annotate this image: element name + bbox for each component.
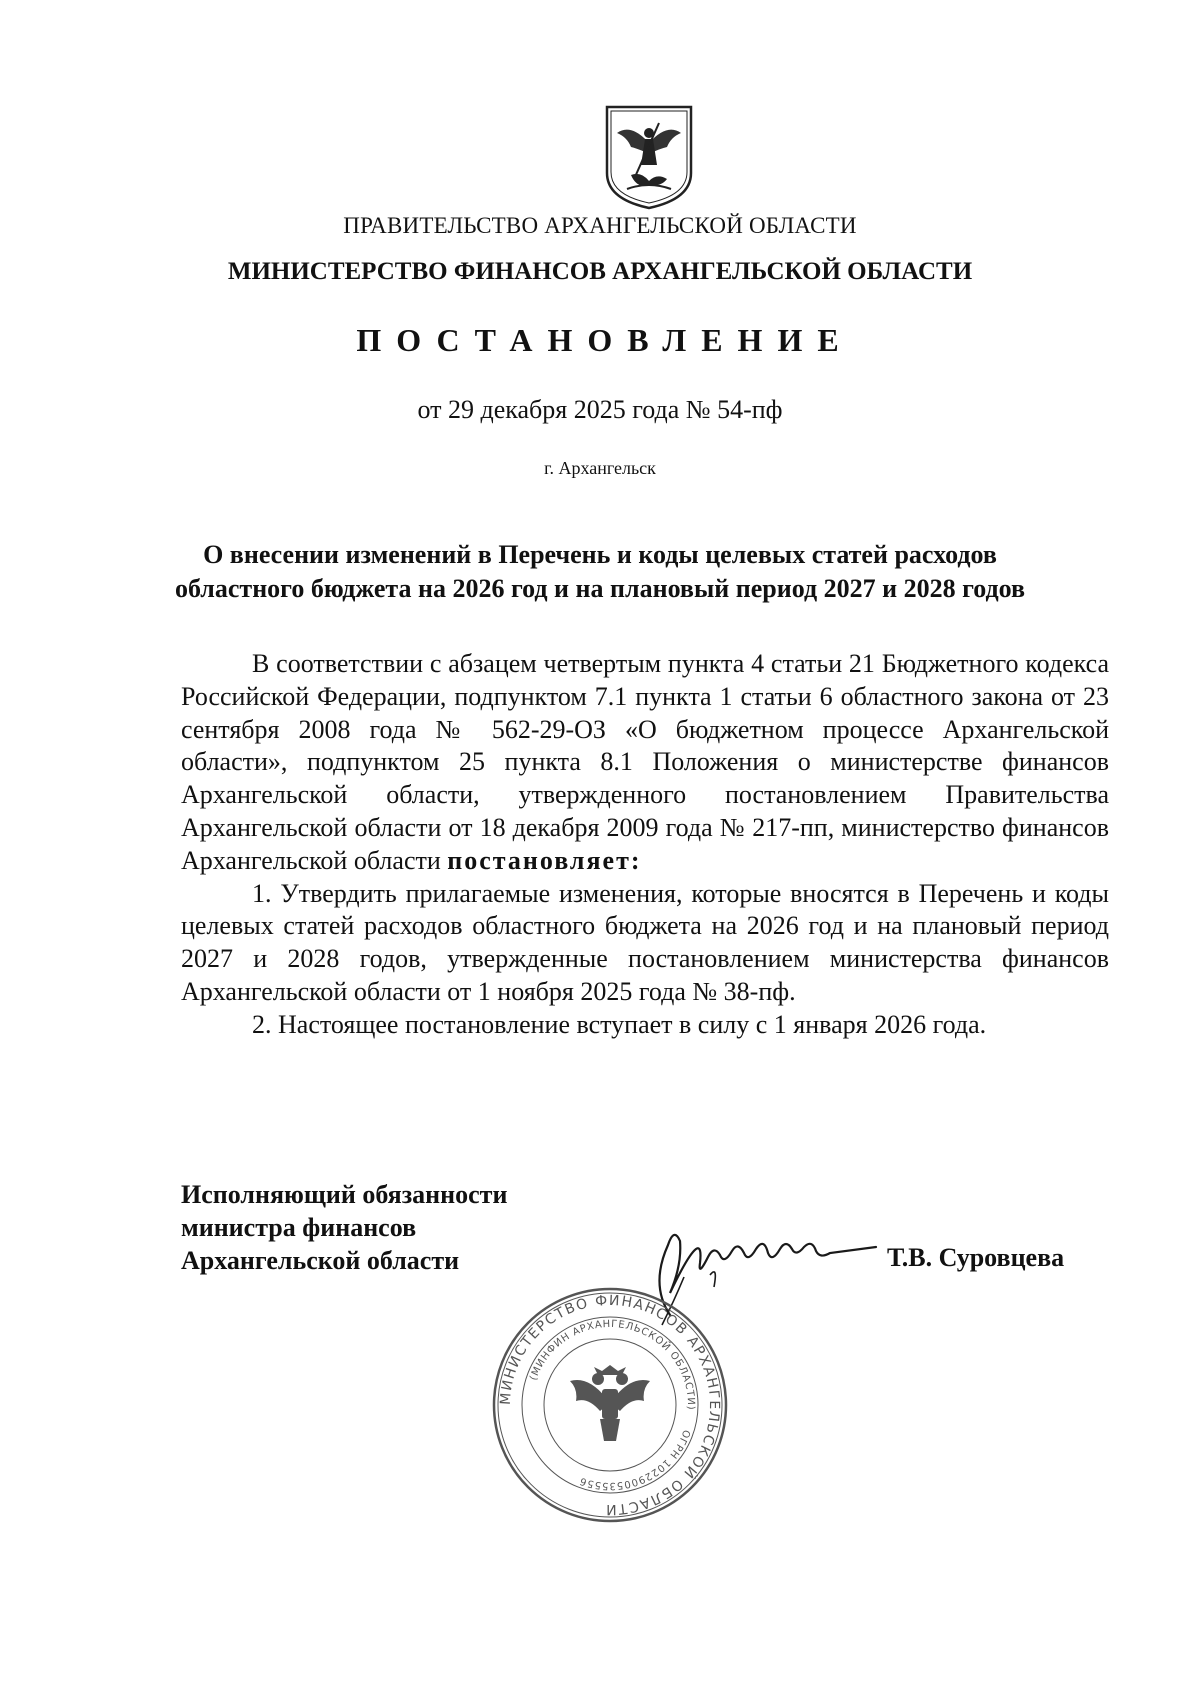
item-2: 2. Настоящее постановление вступает в силу с 1 января 2026 года. xyxy=(252,1009,987,1039)
position-line-2: министра финансов xyxy=(181,1213,417,1242)
date-number: от 29 декабря 2025 года № 54-пф xyxy=(417,395,783,424)
government-name: ПРАВИТЕЛЬСТВО АРХАНГЕЛЬСКОЙ ОБЛАСТИ xyxy=(343,213,857,238)
preamble-paragraph xyxy=(181,648,1109,878)
item-1: 1. Утвердить прилагаемые изменения, которые вносятся в Перечень и коды целевых статей расходов областного бюджета на 2026 год и на плановый период 2027 и 2028 годов, утвержденные постановлением министерства финансов Архангельской области от 1 ноября 2025 года № 38-пф. xyxy=(181,878,1109,1006)
stamp-ogrn: ОГРН 1022900535556 xyxy=(577,1428,692,1492)
preamble-text: В соответствии с абзацем четвертым пункта 4 статьи 21 Бюджетного кодекса Российской Федерации, подпунктом 7.1 пункта 1 статьи 6 областного закона от 23 сентября 2008 года № 562-29-ОЗ «О бюджетном процессе Архангельской области», подпунктом 25 пункта 8.1 Положения о министерстве финансов Архангельской области, утвержденного постановлением Правительства Архангельской области от 18 декабря 2009 года № 217-пп, министерство финансов Архангельской области xyxy=(181,649,1109,875)
title-line-1: О внесении изменений в Перечень и коды целевых статей расходов xyxy=(203,540,997,569)
coat-of-arms-icon xyxy=(601,103,697,211)
eagle-emblem-icon xyxy=(570,1365,650,1441)
signatory-name: Т.В. Суровцева xyxy=(887,1243,1065,1272)
stamp-outer-text: МИНИСТЕРСТВО ФИНАНСОВ АРХАНГЕЛЬСКОЙ ОБЛАСТИ xyxy=(497,1292,723,1518)
stamp-inner-text: (МИНФИН АРХАНГЕЛЬСКОЙ ОБЛАСТИ) xyxy=(528,1318,697,1411)
position-line-1: Исполняющий обязанности xyxy=(181,1180,508,1209)
document-title xyxy=(0,538,1200,606)
official-stamp xyxy=(490,1285,730,1525)
ministry-name: МИНИСТЕРСТВО ФИНАНСОВ АРХАНГЕЛЬСКОЙ ОБЛАСТИ xyxy=(227,258,973,285)
city: г. Архангельск xyxy=(544,458,656,478)
decree-word: постановляет: xyxy=(447,845,642,875)
document-type: ПОСТАНОВЛЕНИЕ xyxy=(356,322,854,358)
document-body xyxy=(181,648,1109,1042)
position-line-3: Архангельской области xyxy=(181,1246,460,1275)
signatory-position xyxy=(181,1178,507,1277)
title-line-2: областного бюджета на 2026 год и на плановый период 2027 и 2028 годов xyxy=(174,574,1026,603)
